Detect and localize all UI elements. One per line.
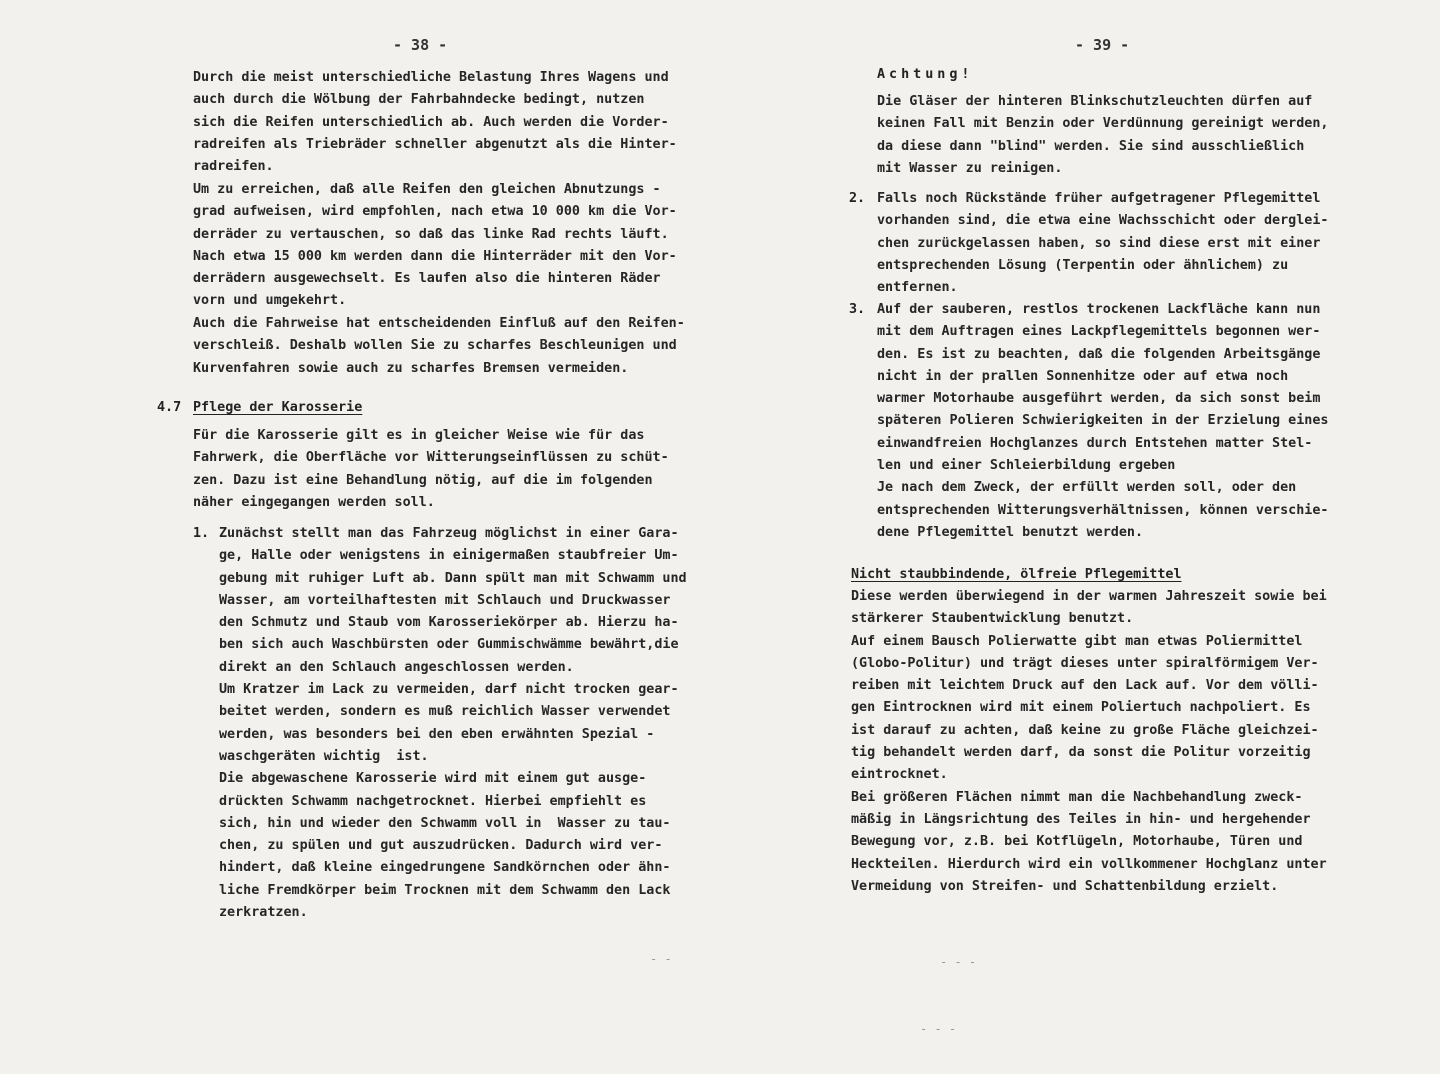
paragraph-tire-wear — [193, 67, 677, 178]
text-line: Vermeidung von Streifen- und Schattenbildung erzielt. — [851, 878, 1279, 894]
text-line: gen Eintrocknen wird mit einem Poliertuch nachpoliert. Es — [851, 700, 1311, 716]
text-line: beitet werden, sondern es muß reichlich Wasser verwendet — [219, 704, 671, 720]
text-line: den Schmutz und Staub vom Karosseriekörper ab. Hierzu ha- — [219, 615, 679, 631]
list-marker-1: 1. — [193, 526, 210, 541]
text-line: Je nach dem Zweck, der erfüllt werden soll, oder den — [877, 480, 1297, 496]
text-line: späteren Polieren Schwierigkeiten in der Erzielung eines — [877, 413, 1329, 429]
warning-title: Achtung! — [877, 67, 974, 82]
text-line: Um zu erreichen, daß alle Reifen den gleichen Abnutzungs - — [193, 182, 661, 197]
text-line: Fahrwerk, die Oberfläche vor Witterungseinflüssen zu schüt- — [193, 450, 669, 466]
text-line: grad aufweisen, wird empfohlen, nach etwa 10 000 km die Vor- — [193, 204, 677, 220]
text-line: len und einer Schleierbildung ergeben — [877, 458, 1176, 474]
paragraph-driving-style — [193, 313, 685, 380]
list-marker-3: 3. — [849, 302, 866, 317]
text-line: einwandfreien Hochglanzes durch Entstehen matter Stel- — [877, 435, 1313, 451]
text-line: derräder zu vertauschen, so daß das linke Rad rechts läuft. — [193, 226, 669, 242]
list-item-2 — [877, 188, 1328, 299]
text-line: Bewegung vor, z.B. bei Kotflügeln, Motorhaube, Türen und — [851, 834, 1303, 850]
text-line: verschleiß. Deshalb wollen Sie zu scharfes Beschleunigen und — [193, 338, 677, 354]
section-title: Pflege der Karosserie — [193, 400, 363, 415]
section-number: 4.7 — [157, 400, 182, 415]
text-line: Durch die meist unterschiedliche Belastung Ihres Wagens und — [193, 70, 669, 85]
text-line: Die abgewaschene Karosserie wird mit einem gut ausge- — [219, 771, 647, 787]
text-line: werden, was besonders bei den eben erwähnten Spezial - — [219, 726, 655, 742]
text-line: reiben mit leichtem Druck auf den Lack auf. Vor dem völli- — [851, 678, 1319, 694]
text-line: direkt an den Schlauch angeschlossen werden. — [219, 659, 574, 675]
text-line: zerkratzen. — [219, 905, 308, 921]
text-line: sich, hin und wieder den Schwamm voll in Wasser zu tau- — [219, 815, 671, 831]
text-line: Für die Karosserie gilt es in gleicher Weise wie für das — [193, 428, 645, 443]
text-line: chen zurückgelassen haben, so sind diese erst mit einer — [877, 235, 1321, 251]
page-number: - 39 - — [1075, 36, 1130, 54]
text-line: Bei größeren Flächen nimmt man die Nachbehandlung zweck- — [851, 789, 1303, 805]
text-line: chen, zu spülen und gut auszudrücken. Dadurch wird ver- — [219, 838, 663, 854]
text-line: nicht in der prallen Sonnenhitze oder auf etwa noch — [877, 368, 1289, 384]
text-line: mäßig in Längsrichtung des Teiles in hin- und hergehender — [851, 811, 1311, 827]
text-line: entsprechenden Lösung (Terpentin oder ähnlichem) zu — [877, 257, 1289, 273]
text-line: zen. Dazu ist eine Behandlung nötig, auf die im folgenden — [193, 472, 653, 488]
paragraph-tire-rotation — [193, 179, 677, 313]
text-line: näher eingegangen werden soll. — [193, 494, 435, 510]
text-line: Diese werden überwiegend in der warmen Jahreszeit sowie bei — [851, 589, 1327, 604]
subheading-paragraph — [851, 586, 1327, 898]
text-line: warmer Motorhaube ausgeführt werden, da sich sonst beim — [877, 391, 1321, 407]
text-line: Wasser, am vorteilhaftesten mit Schlauch und Druckwasser — [219, 592, 671, 608]
text-line: entfernen. — [877, 280, 958, 296]
scan-mark: - - - — [940, 955, 977, 969]
text-line: hindert, daß kleine eingedrungene Sandkörnchen oder ähn- — [219, 860, 671, 876]
text-line: Kurvenfahren sowie auch zu scharfes Bremsen vermeiden. — [193, 360, 629, 376]
text-line: vorhanden sind, die etwa eine Wachsschicht oder derglei- — [877, 213, 1329, 229]
text-line: sich die Reifen unterschiedlich ab. Auch werden die Vorder- — [193, 114, 669, 130]
text-line: Auf der sauberen, restlos trockenen Lackfläche kann nun — [877, 302, 1321, 317]
section-intro — [193, 425, 669, 514]
list-item-3 — [877, 299, 1328, 544]
page-number: - 38 - — [393, 36, 448, 54]
text-line: tig behandelt werden darf, da sonst die Politur vorzeitig — [851, 745, 1311, 761]
text-line: Auf einem Bausch Polierwatte gibt man etwas Poliermittel — [851, 633, 1303, 649]
text-line: den. Es ist zu beachten, daß die folgenden Arbeitsgänge — [877, 346, 1321, 362]
text-line: mit Wasser zu reinigen. — [877, 160, 1063, 176]
text-line: auch durch die Wölbung der Fahrbahndecke bedingt, nutzen — [193, 92, 645, 108]
text-line: da diese dann "blind" werden. Sie sind ausschließlich — [877, 138, 1305, 154]
subheading: Nicht staubbindende, ölfreie Pflegemittel — [851, 567, 1182, 582]
text-line: Falls noch Rückstände früher aufgetragener Pflegemittel — [877, 191, 1321, 206]
text-line: ben sich auch Waschbürsten oder Gummischwämme bewährt,die — [219, 637, 679, 653]
text-line: derrädern ausgewechselt. Es laufen also die hinteren Räder — [193, 271, 661, 287]
text-line: mit dem Auftragen eines Lackpflegemittels begonnen wer- — [877, 324, 1321, 340]
text-line: ge, Halle oder wenigstens in einigermaßen staubfreier Um- — [219, 548, 679, 564]
scan-mark: - - — [650, 952, 672, 966]
text-line: waschgeräten wichtig ist. — [219, 748, 429, 764]
right-page — [780, 0, 1440, 1074]
text-line: Zunächst stellt man das Fahrzeug möglichst in einer Gara- — [219, 526, 679, 541]
text-line: Heckteilen. Hierdurch wird ein vollkommener Hochglanz unter — [851, 856, 1327, 872]
text-line: Um Kratzer im Lack zu vermeiden, darf nicht trocken gear- — [219, 682, 679, 698]
text-line: drückten Schwamm nachgetrocknet. Hierbei empfiehlt es — [219, 793, 647, 809]
text-line: stärkerer Staubentwicklung benutzt. — [851, 611, 1134, 627]
text-line: Auch die Fahrweise hat entscheidenden Einfluß auf den Reifen- — [193, 316, 685, 331]
scan-mark: - - - — [920, 1022, 957, 1036]
text-line: Nach etwa 15 000 km werden dann die Hinterräder mit den Vor- — [193, 248, 677, 264]
text-line: gebung mit ruhiger Luft ab. Dann spült man mit Schwamm und — [219, 570, 687, 586]
text-line: (Globo-Politur) und trägt dieses unter spiralförmigem Ver- — [851, 655, 1319, 671]
text-line: entsprechenden Witterungsverhältnissen, können verschie- — [877, 502, 1329, 518]
warning-text — [877, 91, 1328, 180]
text-line: dene Pflegemittel benutzt werden. — [877, 524, 1144, 540]
list-marker-2: 2. — [849, 191, 866, 206]
text-line: keinen Fall mit Benzin oder Verdünnung gereinigt werden, — [877, 116, 1329, 132]
list-item-1 — [219, 523, 687, 924]
text-line: vorn und umgekehrt. — [193, 293, 347, 309]
text-line: eintrocknet. — [851, 767, 948, 783]
text-line: liche Fremdkörper beim Trocknen mit dem Schwamm den Lack — [219, 882, 671, 898]
text-line: radreifen. — [193, 159, 274, 175]
text-line: radreifen als Triebräder schneller abgenutzt als die Hinter- — [193, 136, 677, 152]
text-line: ist darauf zu achten, daß keine zu große Fläche gleichzei- — [851, 722, 1319, 738]
text-line: Die Gläser der hinteren Blinkschutzleuchten dürfen auf — [877, 94, 1313, 109]
